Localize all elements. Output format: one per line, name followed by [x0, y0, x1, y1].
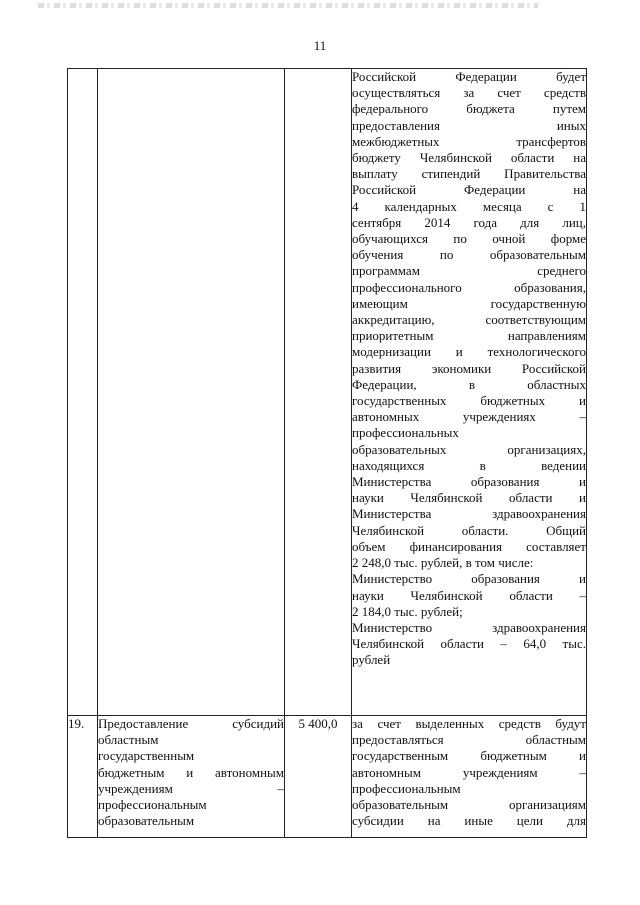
- row-name-cell: [98, 69, 285, 716]
- text-line: бюджетным и автономным: [98, 764, 284, 780]
- row-description-cell: [352, 69, 587, 716]
- amount-value: 5 400,0: [298, 716, 338, 731]
- text-line: Челябинской области – 64,0 тыс.: [352, 636, 586, 652]
- text-line: образовательным: [98, 813, 195, 829]
- text-line: государственных бюджетных и: [352, 393, 586, 409]
- text-line: обучающихся по очной форме: [352, 231, 586, 247]
- table-row-19: [68, 716, 587, 838]
- text-line: Российской Федерации на: [352, 182, 586, 198]
- row-number-cell: [68, 69, 98, 716]
- text-line: Предоставление субсидий: [98, 716, 284, 731]
- text-line: Челябинской области. Общий: [352, 522, 586, 538]
- text-line: приоритетным направлениям: [352, 328, 586, 344]
- description-text: [352, 69, 586, 669]
- text-line: развития экономики Российской: [352, 360, 586, 376]
- text-line: Министерства здравоохранения: [352, 506, 586, 522]
- text-line: науки Челябинской области –: [352, 587, 586, 603]
- text-line: профессиональным: [98, 797, 207, 813]
- text-line: учреждениям –: [98, 780, 284, 796]
- text-line: 4 календарных месяца с 1: [352, 198, 586, 214]
- text-line: Российской Федерации будет: [352, 69, 586, 84]
- text-line: 2 248,0 тыс. рублей, в том числе:: [352, 555, 534, 571]
- text-line: субсидии на иные цели для: [352, 813, 586, 829]
- text-line: предоставляться областным: [352, 732, 586, 748]
- text-line: Федерации, в областных: [352, 376, 586, 392]
- text-line: образовательных организациях,: [352, 441, 586, 457]
- text-line: имеющим государственную: [352, 295, 586, 311]
- text-line: профессионального образования,: [352, 279, 586, 295]
- table-row-continued: [68, 69, 587, 716]
- row-amount-cell: [285, 716, 352, 838]
- text-line: Министерство образования и: [352, 571, 586, 587]
- text-line: модернизации и технологического: [352, 344, 586, 360]
- text-line: федерального бюджета путем: [352, 101, 586, 117]
- text-line: межбюджетных трансфертов: [352, 133, 586, 149]
- text-line: рублей: [352, 652, 391, 668]
- text-line: находящихся в ведении: [352, 457, 586, 473]
- text-line: программам среднего: [352, 263, 586, 279]
- text-line: автономных учреждениях –: [352, 409, 586, 425]
- text-line: объем финансирования составляет: [352, 538, 586, 554]
- row-name-cell: [98, 716, 285, 838]
- text-line: бюджету Челябинской области на: [352, 150, 586, 166]
- row-description-cell: [352, 716, 587, 838]
- row-number: 19.: [68, 716, 85, 731]
- text-line: Министерства образования и: [352, 474, 586, 490]
- text-line: образовательным организациям: [352, 797, 586, 813]
- text-line: за счет выделенных средств будут: [352, 716, 586, 731]
- text-line: государственным: [98, 748, 195, 764]
- description-text: [352, 716, 586, 829]
- scan-artifact-strip: [38, 3, 538, 8]
- text-line: аккредитацию, соответствующим: [352, 312, 586, 328]
- text-line: Министерство здравоохранения: [352, 619, 586, 635]
- document-table: [67, 68, 587, 838]
- text-line: обучения по образовательным: [352, 247, 586, 263]
- row-number-cell: [68, 716, 98, 838]
- text-line: науки Челябинской области и: [352, 490, 586, 506]
- text-line: осуществляться за счет средств: [352, 85, 586, 101]
- text-line: автономным учреждениям –: [352, 764, 586, 780]
- row-amount-cell: [285, 69, 352, 716]
- text-line: государственным бюджетным и: [352, 748, 586, 764]
- text-line: профессиональных: [352, 425, 459, 441]
- text-line: 2 184,0 тыс. рублей;: [352, 603, 463, 619]
- text-line: сентября 2014 года для лиц,: [352, 214, 586, 230]
- text-line: областным: [98, 732, 159, 748]
- page-number: 11: [313, 38, 327, 53]
- text-line: выплату стипендий Правительства: [352, 166, 586, 182]
- text-line: предоставления иных: [352, 117, 586, 133]
- measure-name-text: [98, 716, 284, 829]
- text-line: профессиональным: [352, 780, 461, 796]
